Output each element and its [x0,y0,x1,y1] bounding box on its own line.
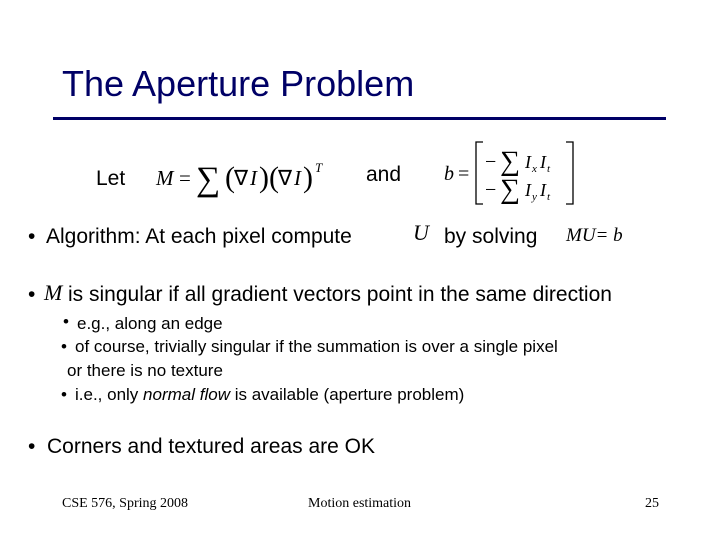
b-eq-sigma1: ∑ [500,146,520,177]
m-eq-transpose: T [315,160,323,175]
b-eq-it1-sub: t [547,163,551,175]
sub2-line1: of course, trivially singular if the summation is over a single pixel [75,337,558,356]
title-underline [53,117,666,120]
b-eq-iy-sub: y [532,191,537,203]
sub3-suffix: is available (aperture problem) [234,385,465,404]
corners-text: Corners and textured areas are OK [47,435,376,458]
singular-text: is singular if all gradient vectors point in the same direction [68,283,612,306]
algorithm-u: U [413,220,429,245]
b-eq-it1: I [540,152,546,172]
m-eq-rparen2: ) [303,161,313,194]
let-label: Let [96,167,126,190]
sub1-text: e.g., along an edge [77,314,223,333]
m-eq-m: M [156,166,174,190]
bullet-sub3: • [61,385,67,404]
b-eq-ix: I [525,152,531,172]
b-eq-minus1: − [485,151,497,173]
b-eq-iy: I [525,180,531,200]
sub3-prefix: i.e., only [75,385,139,404]
bullet-algorithm: • [28,225,36,248]
bullet-singular: • [28,283,36,306]
sub3-line [75,386,464,403]
algorithm-text: Algorithm: At each pixel compute [46,225,352,248]
footer-topic: Motion estimation [308,496,412,511]
m-eq-i1: I [250,166,257,190]
b-eq-equals: = [458,163,470,185]
b-equation [440,138,580,208]
m-eq-equals: = [179,166,191,190]
m-eq-nabla2: ∇ [278,166,293,190]
algorithm-mu-eq-b: MU= b [566,225,623,246]
b-eq-minus2: − [485,179,497,201]
b-eq-sigma2: ∑ [500,174,520,205]
b-eq-left-bracket [476,142,483,204]
m-equation [152,150,332,198]
algorithm-by-solving: by solving [444,225,538,248]
bullet-corners: • [28,435,36,458]
b-eq-it2-sub: t [547,191,551,203]
footer-course: CSE 576, Spring 2008 [62,496,189,511]
bullet-sub2: • [61,337,67,356]
b-eq-it2: I [540,180,546,200]
singular-m: M [44,280,63,305]
sub2-line2: or there is no texture [67,361,223,380]
m-eq-lparen2: ( [269,161,279,194]
slide-title: The Aperture Problem [62,63,415,104]
sub3-normal-flow: normal flow [143,385,230,404]
bullet-sub1: • [63,312,69,331]
and-label: and [366,163,402,186]
m-eq-lparen1: ( [225,161,235,194]
b-eq-ix-sub: x [532,163,537,175]
b-eq-right-bracket [566,142,573,204]
footer-page-number: 25 [645,496,659,511]
b-eq-b: b [444,163,454,185]
m-eq-rparen1: ) [259,161,269,194]
m-eq-nabla1: ∇ [234,166,249,190]
m-eq-sigma: ∑ [196,161,221,198]
m-eq-i2: I [294,166,301,190]
